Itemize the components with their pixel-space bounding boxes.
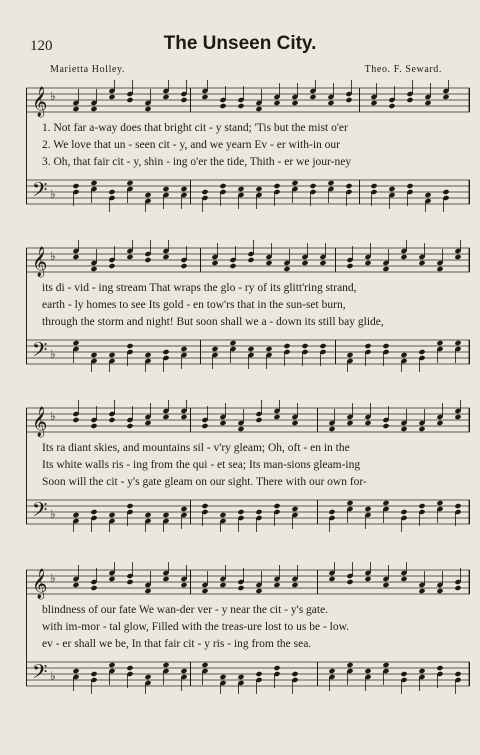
note-chord <box>382 249 389 272</box>
note-chord <box>144 240 151 263</box>
lyric-text: Its ra diant skies, and mountains sil - v'ry gleam; Oh, oft - en in the <box>42 442 350 454</box>
note-chord <box>346 246 353 269</box>
note-chord <box>211 346 218 369</box>
note-chord <box>255 671 262 694</box>
note-chord <box>454 671 461 694</box>
note-chord <box>370 183 377 206</box>
note-chord <box>162 349 169 372</box>
lyric-line <box>42 442 466 456</box>
bass-clef-icon: 𝄢 <box>32 338 48 366</box>
lyric-text: its di - vid - ing stream That wraps the glo - ry of its glitt'ring strand, <box>42 282 357 294</box>
note-chord <box>180 186 187 209</box>
note-chord <box>406 80 413 103</box>
note-chord <box>382 500 389 523</box>
flat-icon: ♭ <box>50 409 56 423</box>
note-chord <box>424 83 431 106</box>
lyric-line <box>42 156 466 170</box>
treble-clef-icon: 𝄞 <box>32 247 48 277</box>
note-chord <box>255 400 262 423</box>
note-chord <box>229 246 236 269</box>
note-chord <box>180 565 187 588</box>
lyric-text: through the storm and night! But soon shall we a - down its still bay glide, <box>42 316 384 328</box>
note-chord <box>237 509 244 532</box>
note-chord <box>201 406 208 429</box>
lyric-text: earth - ly homes to see Its gold - en tow'rs that in the sun-set burn, <box>42 299 346 311</box>
note-chord <box>126 240 133 260</box>
flat-icon: ♭ <box>50 507 56 521</box>
note-chord <box>126 665 133 688</box>
note-chord <box>406 183 413 206</box>
lyric-line <box>42 604 466 618</box>
note-chord <box>180 346 187 369</box>
lyric-line <box>42 122 466 136</box>
note-chord <box>108 352 115 372</box>
note-chord <box>90 89 97 112</box>
note-chord <box>388 186 395 209</box>
lyric-text: 2. We love that un - seen cit - y, and we yearn Ev - er with-in our <box>42 139 340 151</box>
note-chord <box>72 668 79 691</box>
note-chord <box>418 571 425 594</box>
note-chord <box>345 80 352 103</box>
note-chord <box>328 562 335 582</box>
note-chord <box>255 571 262 594</box>
lyric-text: blindness of our fate We wan-der ver - y near the cit - y's gate. <box>42 604 329 616</box>
note-chord <box>400 509 407 532</box>
lyric-text: Its white walls ris - ing from the qui - et sea; Its man-sions gleam-ing <box>42 459 361 471</box>
note-chord <box>346 662 353 685</box>
note-chord <box>237 186 244 209</box>
note-chord <box>108 400 115 423</box>
note-chord <box>237 674 244 694</box>
note-chord <box>442 189 449 212</box>
note-chord <box>301 243 308 266</box>
note-chord <box>436 665 443 688</box>
note-chord <box>162 240 169 260</box>
treble-clef-icon: 𝄞 <box>32 569 48 599</box>
note-chord <box>144 192 151 212</box>
note-chord <box>90 406 97 429</box>
music-system <box>26 240 470 372</box>
note-chord <box>229 340 236 363</box>
note-chord <box>211 243 218 266</box>
note-chord <box>108 189 115 212</box>
bass-clef-icon: 𝄢 <box>32 660 48 688</box>
note-chord <box>255 509 262 532</box>
note-chord <box>247 240 254 263</box>
note-chord <box>364 243 371 266</box>
note-chord <box>126 503 133 526</box>
lyric-line <box>42 476 466 490</box>
note-chord <box>454 503 461 526</box>
music-system <box>26 80 470 212</box>
note-chord <box>364 506 371 529</box>
note-chord <box>442 80 449 100</box>
note-chord <box>418 243 425 266</box>
note-chord <box>454 340 461 363</box>
note-chord <box>273 183 280 206</box>
lyric-line <box>42 139 466 153</box>
note-chord <box>90 180 97 203</box>
note-chord <box>126 562 133 585</box>
bass-clef-icon: 𝄢 <box>32 498 48 526</box>
note-chord <box>346 403 353 426</box>
note-chord <box>72 565 79 588</box>
note-chord <box>201 503 208 526</box>
note-chord <box>382 662 389 685</box>
lyric-line <box>42 459 466 473</box>
note-chord <box>436 571 443 594</box>
note-chord <box>247 346 254 369</box>
note-chord <box>309 183 316 206</box>
note-chord <box>144 89 151 112</box>
flat-icon: ♭ <box>50 187 56 201</box>
note-chord <box>144 403 151 426</box>
note-chord <box>346 352 353 372</box>
note-chord <box>162 662 169 685</box>
note-chord <box>180 400 187 420</box>
note-chord <box>162 80 169 100</box>
note-chord <box>219 512 226 532</box>
note-chord <box>162 562 169 582</box>
note-chord <box>108 246 115 269</box>
note-chord <box>108 80 115 100</box>
note-chord <box>180 80 187 103</box>
treble-clef-icon: 𝄞 <box>32 407 48 437</box>
lyric-line <box>42 282 466 296</box>
note-chord <box>400 562 407 582</box>
note-chord <box>454 568 461 591</box>
note-chord <box>364 403 371 426</box>
note-chord <box>219 403 226 426</box>
note-chord <box>364 668 371 691</box>
hymn-title: The Unseen City. <box>163 33 317 54</box>
lyric-text: ev - er shall we be, In that fair cit - y ris - ing from the sea. <box>42 638 312 650</box>
note-chord <box>319 243 326 266</box>
flat-icon: ♭ <box>50 571 56 585</box>
note-chord <box>436 340 443 363</box>
note-chord <box>345 183 352 206</box>
note-chord <box>370 83 377 106</box>
note-chord <box>291 565 298 588</box>
note-chord <box>436 500 443 523</box>
note-chord <box>364 343 371 366</box>
note-chord <box>255 186 262 209</box>
composer-credit: Theo. F. Seward. <box>364 64 442 75</box>
note-chord <box>72 340 79 363</box>
note-chord <box>436 403 443 426</box>
lyric-text: with im-mor - tal glow, Filled with the treas-ure lost to us be - low. <box>42 621 350 633</box>
note-chord <box>273 665 280 688</box>
note-chord <box>418 668 425 691</box>
lyric-text: 1. Not far a-way does that bright cit - y stand; 'Tis but the mist o'er <box>42 122 348 134</box>
note-chord <box>283 343 290 366</box>
note-chord <box>418 349 425 372</box>
note-chord <box>237 409 244 432</box>
note-chord <box>201 571 208 594</box>
note-chord <box>219 674 226 694</box>
note-chord <box>201 189 208 212</box>
note-chord <box>291 403 298 426</box>
note-chord <box>90 509 97 532</box>
note-chord <box>126 180 133 203</box>
lyric-line <box>42 299 466 313</box>
note-chord <box>301 343 308 366</box>
note-chord <box>273 565 280 588</box>
note-chord <box>400 409 407 432</box>
flat-icon: ♭ <box>50 89 56 103</box>
note-chord <box>144 352 151 372</box>
note-chord <box>90 249 97 272</box>
note-chord <box>328 409 335 432</box>
note-chord <box>309 80 316 100</box>
note-chord <box>400 240 407 260</box>
note-chord <box>283 249 290 272</box>
note-chord <box>90 671 97 694</box>
note-chord <box>162 400 169 420</box>
note-chord <box>72 400 79 423</box>
note-chord <box>327 83 334 106</box>
lyric-text: Soon will the cit - y's gate gleam on our sight. There with our own for- <box>42 476 367 488</box>
note-chord <box>291 671 298 694</box>
note-chord <box>400 352 407 372</box>
note-chord <box>201 662 208 685</box>
note-chord <box>265 346 272 369</box>
lyricist-credit: Marietta Holley. <box>50 64 126 75</box>
note-chord <box>72 89 79 112</box>
note-chord <box>126 406 133 429</box>
note-chord <box>424 192 431 212</box>
note-chord <box>90 568 97 591</box>
treble-clef-icon: 𝄞 <box>32 87 48 117</box>
note-chord <box>346 500 353 523</box>
page-number: 120 <box>30 38 53 54</box>
music-system <box>26 400 470 532</box>
note-chord <box>144 571 151 594</box>
note-chord <box>273 503 280 526</box>
note-chord <box>364 562 371 582</box>
note-chord <box>388 86 395 109</box>
note-chord <box>126 80 133 103</box>
note-chord <box>162 186 169 209</box>
note-chord <box>108 662 115 685</box>
note-chord <box>327 180 334 203</box>
note-chord <box>418 503 425 526</box>
note-chord <box>180 668 187 691</box>
note-chord <box>454 400 461 420</box>
note-chord <box>273 83 280 106</box>
note-chord <box>72 240 79 260</box>
note-chord <box>180 506 187 529</box>
note-chord <box>201 80 208 100</box>
note-chord <box>72 512 79 532</box>
lyric-line <box>42 316 466 330</box>
note-chord <box>291 180 298 203</box>
note-chord <box>328 509 335 532</box>
note-chord <box>346 562 353 585</box>
note-chord <box>108 562 115 582</box>
lyric-line <box>42 621 466 635</box>
note-chord <box>382 406 389 429</box>
note-chord <box>382 565 389 588</box>
flat-icon: ♭ <box>50 249 56 263</box>
note-chord <box>319 343 326 366</box>
note-chord <box>255 89 262 112</box>
note-chord <box>436 249 443 272</box>
bass-clef-icon: 𝄢 <box>32 178 48 206</box>
note-chord <box>237 86 244 109</box>
note-chord <box>144 674 151 694</box>
note-chord <box>144 512 151 532</box>
note-chord <box>291 506 298 529</box>
note-chord <box>72 183 79 206</box>
note-chord <box>90 352 97 372</box>
note-chord <box>219 183 226 206</box>
note-chord <box>126 343 133 366</box>
note-chord <box>219 86 226 109</box>
note-chord <box>400 671 407 694</box>
lyric-line <box>42 638 466 652</box>
note-chord <box>162 512 169 532</box>
note-chord <box>219 565 226 588</box>
flat-icon: ♭ <box>50 669 56 683</box>
note-chord <box>180 246 187 269</box>
note-chord <box>291 83 298 106</box>
note-chord <box>454 240 461 260</box>
note-chord <box>328 668 335 691</box>
lyric-text: 3. Oh, that fair cit - y, shin - ing o'er the tide, Thith - er we jour-ney <box>42 156 352 168</box>
note-chord <box>273 400 280 420</box>
music-system <box>26 562 470 694</box>
note-chord <box>108 512 115 532</box>
note-chord <box>418 409 425 432</box>
note-chord <box>237 568 244 591</box>
flat-icon: ♭ <box>50 347 56 361</box>
note-chord <box>382 343 389 366</box>
note-chord <box>265 243 272 266</box>
